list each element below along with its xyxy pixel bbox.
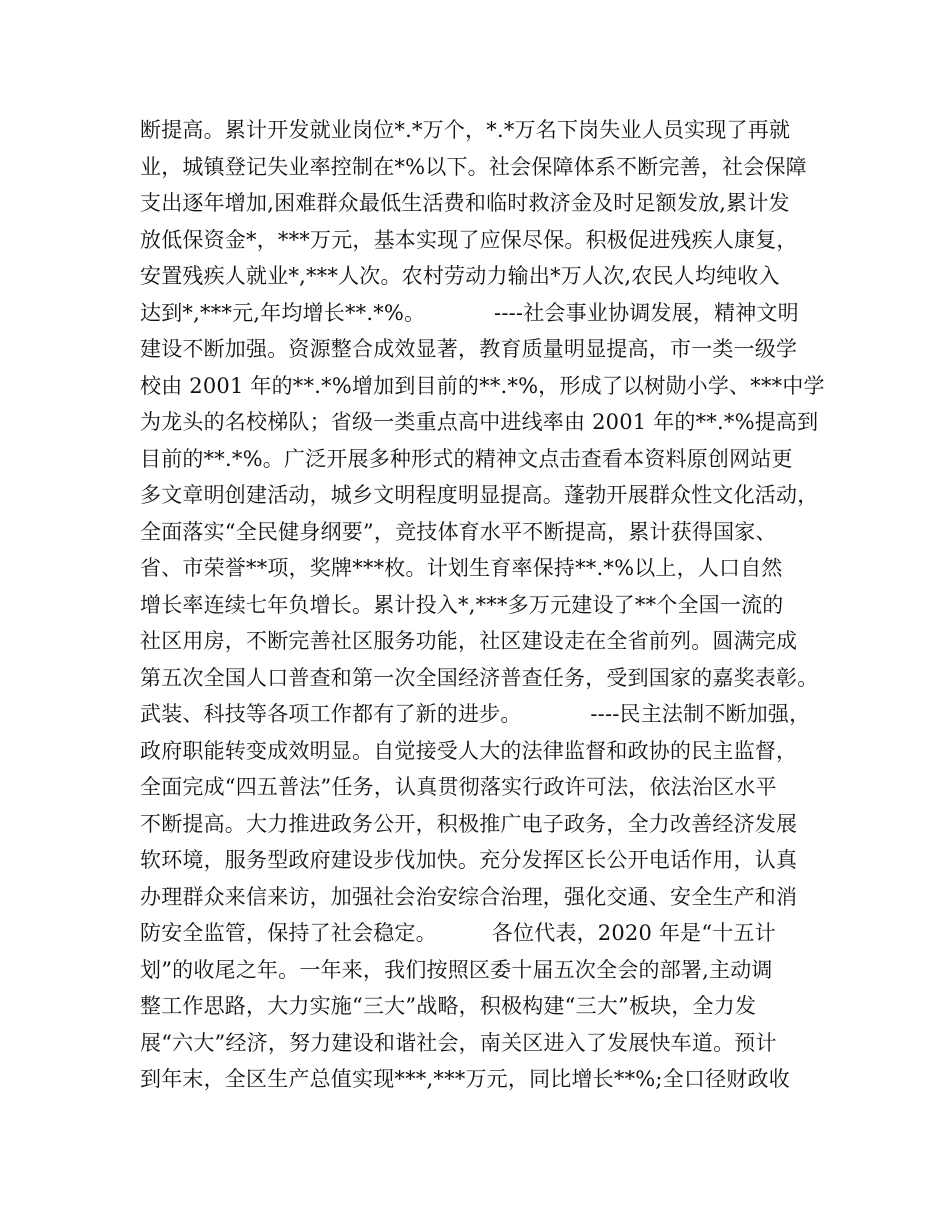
text-line-25: 整工作思路，大力实施“三大”战略，积极构建“三大”板块，全力发 xyxy=(140,994,757,1018)
text-line-2: 业，城镇登记失业率控制在*%以下。社会保障体系不断完善，社会保障 xyxy=(140,154,807,179)
text-line-8: 校由 2001 年的**.*%增加到目前的**.*%，形成了以树勋小学、***中学 xyxy=(140,373,825,398)
text-line-22: 办理群众来信来访，加强社会治安综合治理，强化交通、安全生产和消 xyxy=(140,884,798,909)
text-line-10: 目前的**.*%。广泛开展多种形式的精神文点击查看本资料原创网站更 xyxy=(140,446,793,471)
text-line-1: 断提高。累计开发就业岗位*.*万个，*.*万名下岗失业人员实现了再就 xyxy=(140,118,791,142)
text-line-26: 展“六大”经济，努力建设和谐社会，南关区进入了发展快车道。预计 xyxy=(140,1030,777,1055)
text-line-15: 社区用房，不断完善社区服务功能，社区建设走在全省前列。圆满完成 xyxy=(140,629,798,653)
text-line-5: 安置残疾人就业*,***人次。农村劳动力输出*万人次,农民人均纯收入 xyxy=(140,264,780,288)
text-line-13: 省、市荣誉**项，奖牌***枚。计划生育率保持**.*%以上，人口自然 xyxy=(140,556,783,580)
body-text xyxy=(140,112,830,1098)
text-line-17: 武装、科技等各项工作都有了新的进步。 ----民主法制不断加强， xyxy=(140,702,811,726)
text-line-4: 放低保资金*，***万元，基本实现了应保尽保。积极促进残疾人康复， xyxy=(140,227,798,252)
text-line-3: 支出逐年增加,困难群众最低生活费和临时救济金及时足额发放,累计发 xyxy=(140,191,790,215)
text-line-12: 全面落实“全民健身纲要”，竞技体育水平不断提高，累计获得国家、 xyxy=(140,519,777,544)
text-line-14: 增长率连续七年负增长。累计投入*,***多万元建设了**个全国一流的 xyxy=(140,592,784,617)
text-line-24: 划”的收尾之年。一年来，我们按照区委十届五次全会的部署,主动调 xyxy=(140,957,773,982)
text-line-23: 防安全监管，保持了社会稳定。 各位代表，2020 年是“十五计 xyxy=(140,921,776,945)
text-line-21: 软环境，服务型政府建设步伐加快。充分发挥区长公开电话作用，认真 xyxy=(140,848,798,872)
text-line-9: 为龙头的名校梯队；省级一类重点高中进线率由 2001 年的**.*%提高到 xyxy=(140,410,819,434)
text-line-19: 全面完成“四五普法”任务，认真贯彻落实行政许可法，依法治区水平 xyxy=(140,775,777,799)
text-line-18: 政府职能转变成效明显。自觉接受人大的法律监督和政协的民主监督， xyxy=(140,738,798,763)
text-line-27: 到年末，全区生产总值实现***,***万元，同比增长**%;全口径财政收 xyxy=(140,1067,790,1091)
text-line-7: 建设不断加强。资源整合成效显著，教育质量明显提高，市一类一级学 xyxy=(140,337,798,361)
text-line-11: 多文章明创建活动，城乡文明程度明显提高。蓬勃开展群众性文化活动， xyxy=(140,483,819,507)
text-line-6: 达到*,***元,年均增长**.*%。 ----社会事业协调发展，精神文明 xyxy=(140,300,799,325)
text-line-16: 第五次全国人口普查和第一次全国经济普查任务，受到国家的嘉奖表彰。 xyxy=(140,665,819,690)
text-line-20: 不断提高。大力推进政务公开，积极推广电子政务，全力改善经济发展 xyxy=(140,811,798,836)
